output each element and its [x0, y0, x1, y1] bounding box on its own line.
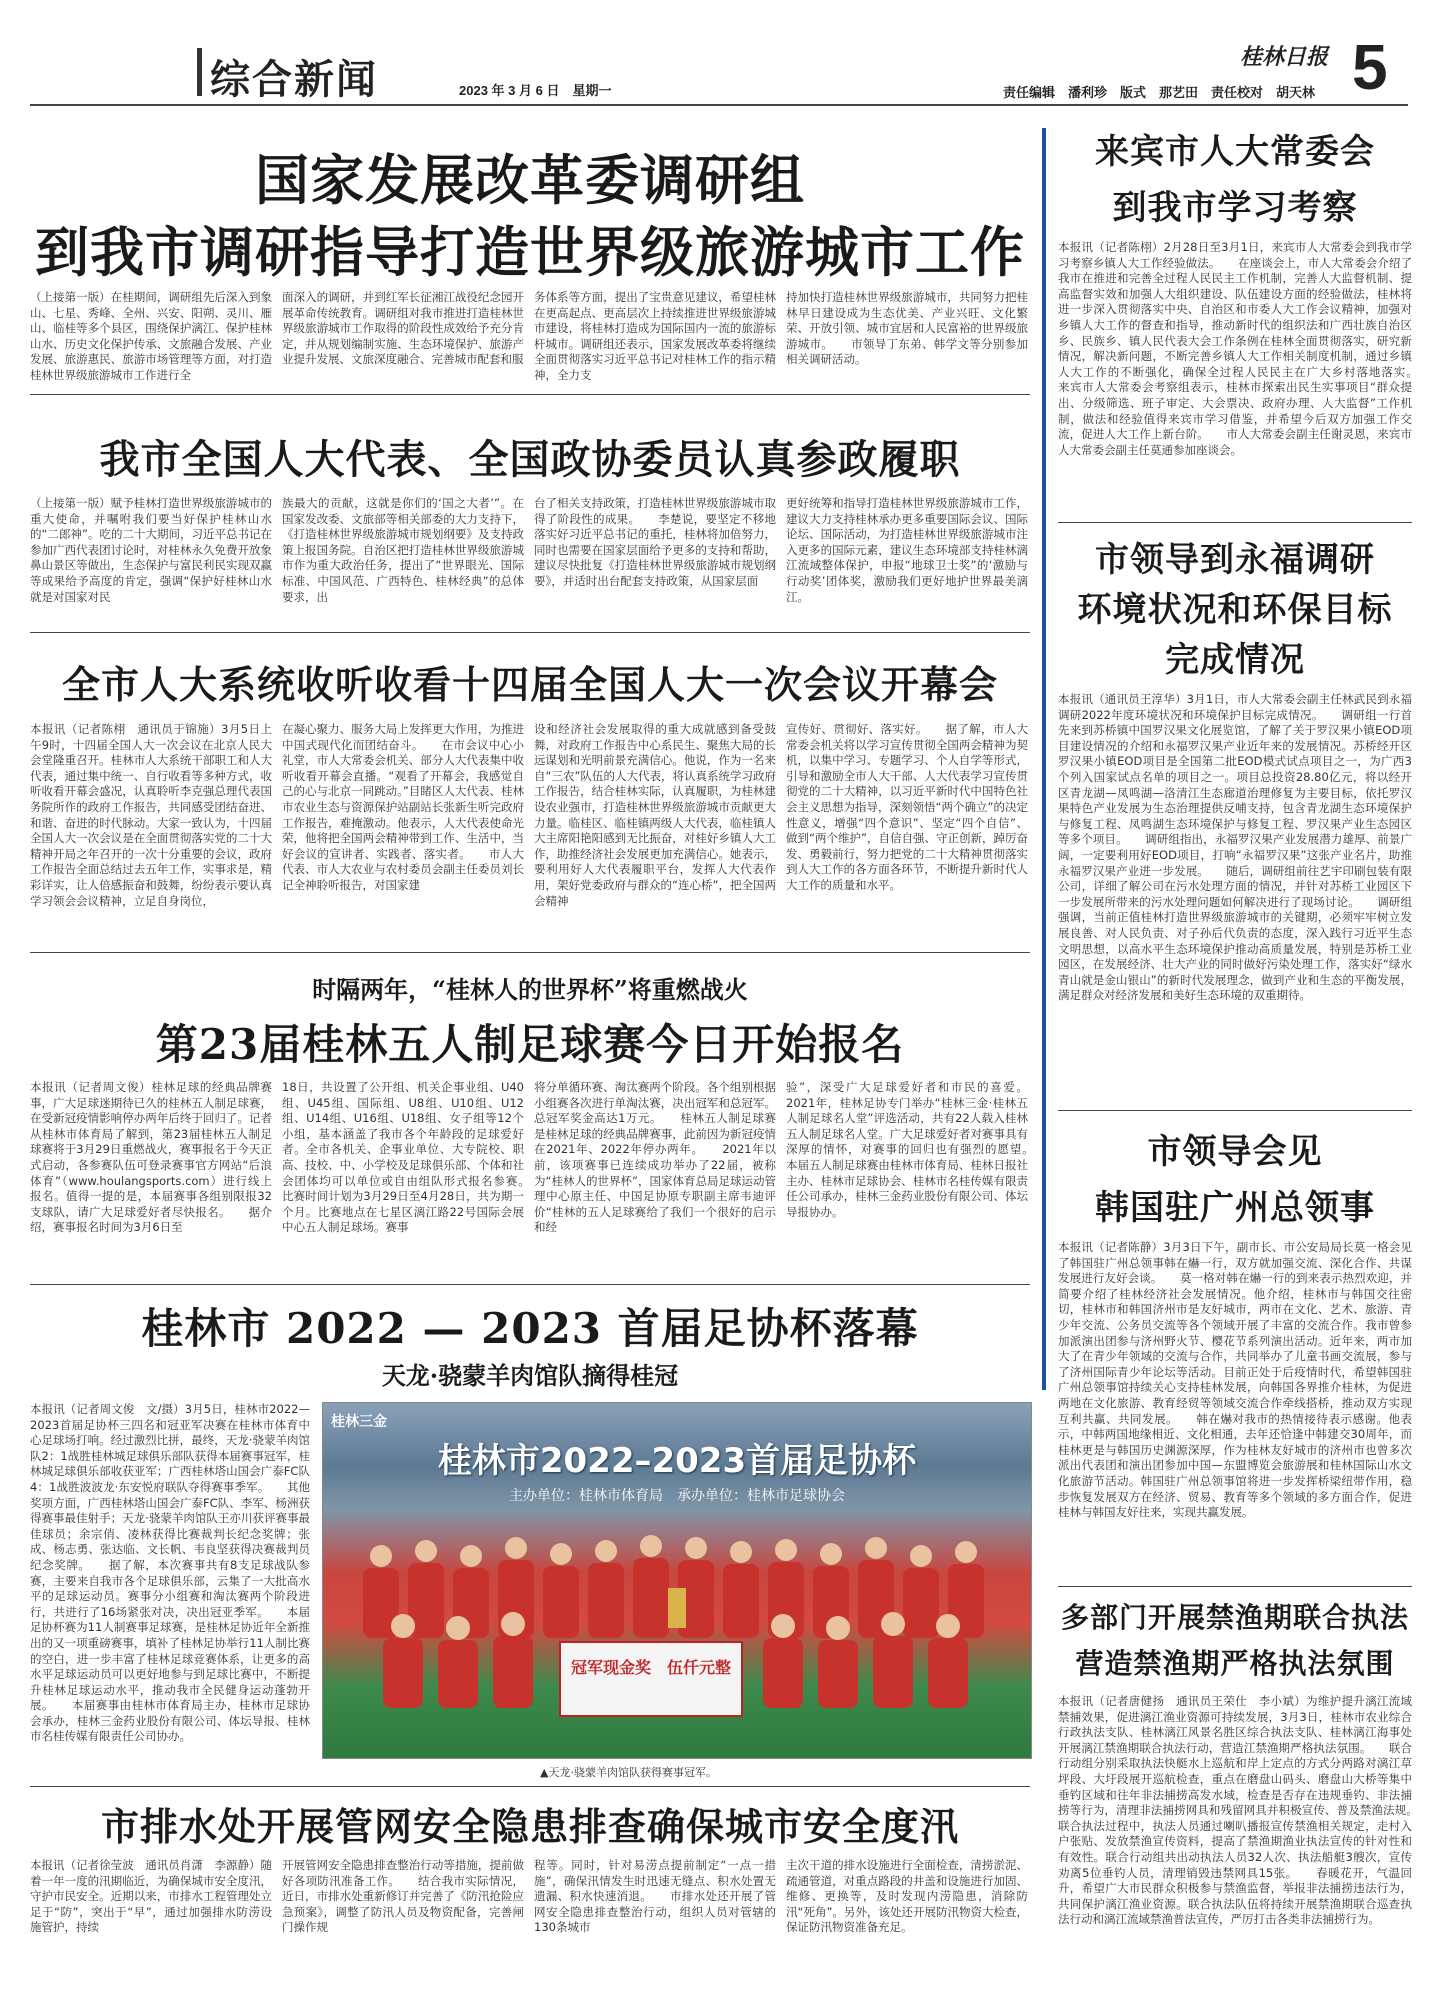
r1-title-line2: 到我市学习考察: [1112, 188, 1358, 228]
a3-title: 全市人大系统收听收看十四届全国人大一次会议开幕会: [61, 662, 998, 707]
a6-col-1: 本报讯（记者徐莹波 通讯员肖潇 李源静）随着一年一度的汛期临近，为确保城市安全度汛，守护市民安全。近期以来，市排水工程管理处立足于“防”，突出于“早”，通过加强排水防涝设施管护，持续: [30, 1858, 272, 1935]
a6-title: 市排水处开展管网安全隐患排查确保城市安全度汛: [100, 1804, 959, 1849]
a6-col-4: 主次干道的排水设施进行全面检查，清捞淤泥、疏通管道，对重点路段的井盖和设施进行加固、维修、更换等，及时发现内涝隐患，消除防汛“死角”。另外，该处还开展防汛物资大检查，保证防汛物资准备充足。: [786, 1858, 1028, 1935]
a5-body: 本报讯（记者周文俊 文/摄）3月5日，桂林市2022—2023首届足协杯三四名和冠亚军决赛在桂林市体育中心足球场打响。经过激烈比拼，最终，天龙·骁蒙羊肉馆队2：1战胜桂林城足球俱乐部队获得本届赛事冠军，桂林城足球俱乐部收获亚军；广西桂林塔山国会广泰FC队4：1战胜波波龙·东安悦府联队夺得赛事季军。 其他奖项方面，广西桂林塔山国会广泰FC队、李军、杨洲获得赛事最佳射手；天龙·骁蒙羊肉馆队王亦川获评赛事最佳球员；余宗俏、凌林获得比赛裁判长纪念奖牌；张成、杨志勇、张达临、文长帆、韦良坚获得决赛裁判员纪念奖牌。 据了解，本次赛事共有8支足球战队参赛，主要来自我市各个足球俱乐部，云集了一大批高水平的足球运动员。赛事分小组赛和淘汰赛两个阶段进行，共进行了16场紧张对决，决出冠亚季军。 本届足协杯赛为11人制赛事足球赛，是桂林足协近年全新推出的又一项重磅赛事，填补了桂林足协举行11人制比赛的空白，进一步丰富了桂林足球竞赛体系，让更多的高水平足球运动员可以更好地参与到足球比赛中，不断提升桂林足球运动水平，推动我市全民健身运动蓬勃开展。 本届赛事由桂林市体育局主办，桂林市足球协会承办，桂林三金药业股份有限公司、体坛导报、桂林市名桂传媒有限责任公司协办。: [30, 1402, 310, 1744]
editorial-staff: 责任编辑 潘利珍 版式 那艺田 责任校对 胡天林: [1003, 85, 1316, 100]
r4-title-line1: 多部门开展禁渔期联合执法: [1060, 1601, 1409, 1634]
r4-body: 本报讯（记者唐健扬 通讯员王荣仕 李小斌）为维护提升漓江流域禁捕效果，促进漓江渔业资源可持续发展，3月3日，桂林市农业综合行政执法支队、桂林漓江风景名胜区综合执法支队、桂林漓江海事处开展漓江禁渔期联合执法行动，营造江禁渔期严格执法氛围。 联合行动组分别采取执法快艇水上巡航和岸上定点的方式分两路对漓江草坪段、大圩段展开巡航检查，重点在磨盘山码头、磨盘山大桥等集中垂钓区域和往年非法捕捞高发水域，检查是否存在违规垂钓、非法捕捞等行为，清理非法捕捞网具和残留网具并积极宣传、普及禁渔法规。 联合执法过程中，执法人员通过喇叭播报宣传禁渔相关规定，走村入户张贴、发放禁渔宣传资料，提高了禁渔期渔业执法宣传的针对性和有效性。联合行动组共出动执法人员32人次、执法船艇3艘次，宣传劝离5位垂钓人员，清理销毁违禁网具15张。 春暖花开，气温回升，希望广大市民群众积极参与禁渔监督，举报非法捕捞违法行为，共同保护漓江渔业资源。联合执法队伍将持续开展禁渔期联合巡查执法行动和漓江流域禁渔普法宣传，严厉打击各类非法捕捞行为。: [1058, 1694, 1412, 1927]
r4-title-line2: 营造禁渔期严格执法氛围: [1075, 1647, 1395, 1680]
a2-col-4: 更好统筹和指导打造桂林世界级旅游城市工作，建议大力支持桂林承办更多重要国际会议、国际论坛、国际活动，为打造桂林世界级旅游城市注入更多的国际元素，建议生态环境部支持桂林漓江流域整体保护，申报“地球卫士奖”的‘激励与行动奖’团体奖，激励我们更好地护世界最美漓江。: [786, 496, 1028, 604]
r3-body: 本报讯（记者陈静）3月3日下午，副市长、市公安局局长莫一格会见了韩国驻广州总领事韩在爀一行，双方就加强交流、深化合作、共谋发展进行友好会谈。 莫一格对韩在爀一行的到来表示热烈欢迎，并简要介绍了桂林经济社会发展情况。他介绍，桂林市与韩国交往密切，桂林市和韩国济州市是友好城市，两市在文化、艺术、旅游、青少年交流、公务员交流等各个领域开展了丰富的交流合作。我市曾参加派演出团参与济州野火节、樱花节系列演出活动。近年来，两市加大了在青少年领域的交流与合作，共同举办了儿童书画交流展，参与了济州国际青少年论坛等活动。目前正处于后疫情时代，希望韩国驻广州总领事馆持续关心支持桂林发展，向韩国各界推介桂林，为促进两地在文化旅游、教育经贸等领域交流合作牵线搭桥，推动双方实现互利共赢、共同发展。 韩在爀对我市的热情接待表示感谢。他表示，中韩两国地缘相近、文化相通，去年还恰逢中韩建交30周年，而桂林更是与韩国历史渊源深厚，作为桂林友好城市的济州市也曾多次派出代表团和演出团参加中国—东盟博览会旅游展和桂林国际山水文化旅游节活动。韩国驻广州总领事馆将进一步发挥桥梁纽带作用，稳步恢复发展双方在经济、贸易、教育等多个领域的多方面合作，促进桂林与韩国友好往来，实现共赢发展。: [1058, 1240, 1412, 1520]
a6-col-3: 程等。同时，针对易涝点提前制定“一点一措施”，确保汛情发生时迅速无缝点、积水处置无遗漏、积水快速消退。 市排水处还开展了管网安全隐患排查整治行动，组织人员对管辖的130条城市: [534, 1858, 776, 1935]
r2-body: 本报讯（通讯员王淳华）3月1日，市人大常委会副主任林武民到永福调研2022年度环境状况和环境保护目标完成情况。 调研组一行首先来到苏桥镇中国罗汉果文化展览馆，了解了关于罗汉果小镇EOD项目建设情况的介绍和永福罗汉果产业近年来的发展情况。苏桥经开区罗汉果小镇EOD项目是全国第二批EOD模式试点项目之一，为广西3个列入国家试点名单的项目之一。项目总投资28.80亿元，将以经开区青龙湖—凤鸣湖—洛清江生态廊道治理修复为主要目标，依托罗汉果特色产业发展为生态治理提供反哺支持，包含青龙湖生态环境保护与修复工程、凤鸣湖生态环境保护与修复工程、罗汉果产业生态园区等多个项目。 调研组指出，永福罗汉果产业发展潜力雄厚、前景广阔，一定要利用好EOD项目，打响“永福罗汉果”这张产业名片，助推永福罗汉果产业进一步发展。 随后，调研组前往艺宇印刷包装有限公司，详细了解公司在污水处理方面的情况，并针对苏桥工业园区下一步发展所带来的污水处理问题如何解决进行了现场讨论。 调研组强调，当前正值桂林打造世界级旅游城市的关键期，必须牢牢树立发展良善、对人民负责、对子孙后代负责的态度，深入践行习近平生态文明思想，以高水平生态环境保护推动高质量发展，特别是苏桥工业园区，在发展经济、壮大产业的同时做好污染处理工作，落实好“绿水青山就是金山银山”的新时代发展理念，做到产业和生态的平衡发展，满足群众对经济发展和美好生态环境的双重期待。: [1058, 692, 1412, 1003]
a5-subtitle: 天龙·骁蒙羊肉馆队摘得桂冠: [381, 1361, 679, 1390]
issue-date: 2023 年 3 月 6 日 星期一: [459, 83, 612, 98]
a4-col-4: 验”，深受广大足球爱好者和市民的喜爱。2021年，桂林足协专门举办“桂林三金·桂林五人制足球名人堂”评选活动，共有22人载入桂林五人制足球名人堂。广大足球爱好者对赛事具有深厚的情怀，对赛事的回归也有强烈的愿望。 本届五人制足球赛由桂林市体育局、桂林日报社主办、桂林市足球协会、桂林市名桂传媒有限责任公司承办，桂林三金药业股份有限公司、体坛导报协办。: [786, 1080, 1028, 1219]
header-left-mark: [197, 48, 202, 96]
newspaper-name: 桂林日报: [1240, 44, 1329, 70]
a4-title: 第23届桂林五人制足球赛今日开始报名: [155, 1020, 905, 1069]
a4-col-2: 18日，共设置了公开组、机关企事业组、U40组、U45组、国际组、U8组、U10组、U12组、U14组、U16组、U18组、女子组等12个小组，基本涵盖了我市各个年龄段的足球爱好者。全市各机关、企事业单位、大专院校、职高、技校、中、小学校及足球俱乐部、个体和社会团体均可以单位或自由组队形式报名参赛。 比赛时间计划为3月29日至4月28日，共为期一个月。比赛地点在七星区漓江路22号国际会展中心五人制足球场。赛事: [282, 1080, 524, 1235]
divider: [1058, 1586, 1412, 1587]
photo-caption: ▲天龙·骁蒙羊肉馆队获得赛事冠军。: [540, 1766, 717, 1779]
r1-title-line1: 来宾市人大常委会: [1095, 132, 1375, 172]
a2-col-2: 族最大的贡献，这就是你们的‘国之大者’”。在国家发改委、文旅部等相关部委的大力支持下，《打造桂林世界级旅游城市规划纲要》及支持政策上报国务院。自治区把打造桂林世界级旅游城市作为重大政治任务，提出了“世界眼光、国际标准、中国风范、广西特色、桂林经典”的总体要求，出: [282, 496, 524, 604]
a2-title: 我市全国人大代表、全国政协委员认真参政履职: [99, 436, 961, 483]
divider: [30, 952, 1030, 953]
a1-col-4: 持加快打造桂林世界级旅游城市，共同努力把桂林早日建设成为生态优美、产业兴旺、文化繁荣、开放引领、城市宜居和人民富裕的世界级旅游城市。 市领导丁东弟、韩学文等分别参加相关调研活动。: [786, 290, 1028, 367]
a4-kicker: 时隔两年，“桂林人的世界杯”将重燃战火: [312, 975, 748, 1004]
header-rule: [30, 104, 1408, 106]
r2-title-line1: 市领导到永福调研: [1095, 540, 1375, 580]
page-number: 5: [1352, 31, 1388, 103]
a1-col-2: 面深入的调研，并到红军长征湘江战役纪念园开展革命传统教育。调研组对我市推进打造桂林世界级旅游城市工作取得的阶段性成效给予充分肯定，并从规划编制实施、生态环境保护、旅游产业提升发展、文旅深度融合、完善城市配套和服: [282, 290, 524, 367]
a1-title-line1: 国家发展改革委调研组: [255, 148, 805, 212]
r2-title-line3: 完成情况: [1165, 640, 1305, 680]
a4-col-1: 本报讯（记者周文俊）桂林足球的经典品牌赛事，广大足球迷期待已久的桂林五人制足球赛，在受新冠疫情影响停办两年后终于回归了。记者从桂林市体育局了解到，第23届桂林五人制足球赛将于3月29日重燃战火，赛事报名于今天正式启动，各参赛队伍可登录赛事官方网站“后浪体育”（www.houlangsports.com）进行线上报名。值得一提的是，本届赛事各组别限报32支球队，请广大足球爱好者尽快报名。 据介绍，赛事报名时间为3月6日至: [30, 1080, 272, 1235]
divider: [30, 632, 1030, 633]
r1-body: 本报讯（记者陈栩）2月28日至3月1日，来宾市人大常委会到我市学习考察乡镇人大工作经验做法。 在座谈会上，市人大常委会介绍了我市在推进和完善全过程人民民主工作机制，完善人大监督机制、提高监督实效和加强人大组织建设、队伍建设方面的经验做法，桂林将进一步深入贯彻落实中央、自治区和市委人大工作会议精神，加强对乡镇人大工作的督查和指导，推动新时代的组织法和广西壮族自治区乡、民族乡、镇人民代表大会工作条例在桂林全面贯彻落实，研究新情况，解决新问题，不断完善乡镇人大工作相关制度机制，通过乡镇人大工作的不断强化，确保全过程人民民主在广大乡村落地落实。 来宾市人大常委会考察组表示，桂林市探索出民生实事项目“群众提出、分级筛选、班子审定、大会票决、政府办理、人大监督”工作机制，做法和经验值得来宾市学习借鉴，并希望今后双方加强工作交流，促进人大工作上新台阶。 市人大常委会副主任谢灵恩，来宾市人大常委会副主任莫通参加座谈会。: [1058, 240, 1412, 457]
a3-col-1: 本报讯（记者陈栩 通讯员于锦施）3月5日上午9时，十四届全国人大一次会议在北京人民大会堂隆重召开。桂林市人大系统干部职工和人大代表，通过集中统一、自行收看等多种方式，收听收看开幕会盛况，认真聆听李克强总理代表国务院所作的政府工作报告，共同感受团结奋进、和谐、奋进的时代脉动。大家一致认为，十四届全国人大一次会议是在全面贯彻落实党的二十大精神开局之年召开的一次十分重要的会议，政府工作报告全面总结过去五年工作，实事求是，精彩详实，让人倍感振奋和鼓舞，纷纷表示要认真学习领会会议精神，立足自身岗位，: [30, 722, 272, 908]
a6-col-2: 开展管网安全隐患排查整治行动等措施，提前做好各项防汛准备工作。 结合我市实际情况，近日，市排水处重新修订并完善了《防汛抢险应急预案》，调整了防汛人员及物资配备，完善闸门操作规: [282, 1858, 524, 1935]
team-players-illustration: [323, 1508, 1031, 1758]
r3-title-line1: 市领导会见: [1147, 1132, 1323, 1172]
column-divider: [1042, 128, 1046, 1390]
a3-col-2: 在凝心聚力、服务大局上发挥更大作用，为推进中国式现代化而团结奋斗。 在市会议中心小礼堂，市人大常委会机关、部分人大代表集中收听收看开幕会直播。“观看了开幕会，我感觉自己的心与北京一同跳动。”目睹区人大代表、桂林市农业生态与资源保护站副站长张新生听完政府工作报告，难掩激动。他表示，人大代表使命光荣，他将把全国两会精神带到工作、生活中，当好会议的宣讲者、实践者、落实者。 市人大代表、市人大农业与农村委员会副主任委员刘长记全神聆听报告，对国家建: [282, 722, 524, 892]
photo-banner: 桂林市2022–2023首届足协杯: [437, 1441, 917, 1481]
divider: [30, 394, 1030, 395]
r3-title-line2: 韩国驻广州总领事: [1095, 1188, 1375, 1228]
a2-col-1: （上接第一版）赋予桂林打造世界级旅游城市的重大使命，并嘱咐我们要当好保护桂林山水的“二郎神”。吃的二十大期间，习近平总书记在参加广西代表团讨论时，对桂林永久免费开放象鼻山景区等做出，生态保护与富民利民实现双赢等成果给予高度的肯定，强调“保护好桂林山水就是对国家对民: [30, 496, 272, 604]
a1-col-3: 务体系等方面，提出了宝贵意见建议，希望桂林在更高起点、更高层次上持续推进世界级旅游城市建设，将桂林打造成为国际国内一流的旅游标杆城市。调研组还表示，国家发展改革委将继续全面贯彻落实习近平总书记对桂林工作的指示精神，全力支: [534, 290, 776, 382]
photo-banner-sub: 主办单位：桂林市体育局 承办单位：桂林市足球协会: [509, 1488, 845, 1504]
a4-col-3: 将分单循环赛、淘汰赛两个阶段。各个组别根据小组赛各次进行单淘汰赛，决出冠军和总冠军。总冠军奖金高达1万元。 桂林五人制足球赛是桂林足球的经典品牌赛事，此前因为新冠疫情在2021年、2022年停办两年。 2021年以前，该项赛事已连续成功举办了22届，被称为“桂林人的世界杯”，国家体育总局足球运动管理中心原主任、中国足协原专职副主席韦迪评价“桂林的五人足球赛给了我们一个很好的启示和经: [534, 1080, 776, 1235]
a3-col-4: 宣传好、贯彻好、落实好。 据了解，市人大常委会机关将以学习宣传贯彻全国两会精神为契机，以集中学习、专题学习、个人自学等形式，引导和激励全市人大干部、人大代表学习宣传贯彻党的二十大精神，以习近平新时代中国特色社会主义思想为指导，深刻领悟“两个确立”的决定性意义，增强“四个意识”、坚定“四个自信”、做到“两个维护”，自信自强、守正创新，踔厉奋发、勇毅前行，努力把党的二十大精神贯彻落实到人大工作的各方面各环节，不断提升新时代人大工作的质量和水平。: [786, 722, 1028, 892]
a3-col-3: 设和经济社会发展取得的重大成就感到备受鼓舞，对政府工作报告中心系民生、聚焦大局的长远谋划和光明前景充满信心。他说，作为一名来自“三农”队伍的人大代表，将认真系统学习政府工作报告，结合桂林实际，认真履职，为桂林建设农业强市，打造桂林世界级旅游城市贡献更大力量。临桂区、临桂镇两级人大代表，临桂镇人大主席阳艳阳感到无比振奋，对桂好乡镇人大工作，助推经济社会发展更加充满信心。她表示，要利用好人大代表履职平台，发挥人大代表作用，架好党委政府与群众的“连心桥”，把全国两会精神: [534, 722, 776, 908]
r2-title-line2: 环境状况和环保目标: [1077, 590, 1393, 630]
a5-title: 桂林市 2022 — 2023 首届足协杯落幕: [141, 1304, 919, 1353]
divider: [1058, 1110, 1412, 1111]
divider: [1058, 522, 1412, 523]
a1-title-line2: 到我市调研指导打造世界级旅游城市工作: [35, 220, 1025, 284]
divider: [30, 1786, 1030, 1787]
section-title: 综合新闻: [210, 56, 378, 103]
a2-col-3: 台了相关支持政策，打造桂林世界级旅游城市取得了阶段性的成果。 李楚说，要坚定不移地落实好习近平总书记的重托，桂林将加倍努力，同时也需要在国家层面给予更多的支持和帮助，建议尽快批复《打造桂林世界级旅游城市规划纲要》，并适时出台配套支持政策，从国家层面: [534, 496, 776, 588]
photo-sponsor-logo: 桂林三金: [331, 1413, 387, 1429]
divider: [30, 1284, 1030, 1285]
a1-col-1: （上接第一版）在桂期间，调研组先后深入到象山、七星、秀峰、全州、兴安、阳朔、灵川、雁山、临桂等多个县区，围绕保护漓江、保护桂林山水、历史文化保护传承、文旅融合发展、产业发展、旅游惠民、旅游市场管理等方面，对打造桂林世界级旅游城市工作进行全: [30, 290, 272, 382]
prize-board-text: 冠军现金奖 伍仟元整: [570, 1658, 731, 1677]
prize-board: [559, 1641, 743, 1717]
team-photo: [322, 1402, 1032, 1759]
